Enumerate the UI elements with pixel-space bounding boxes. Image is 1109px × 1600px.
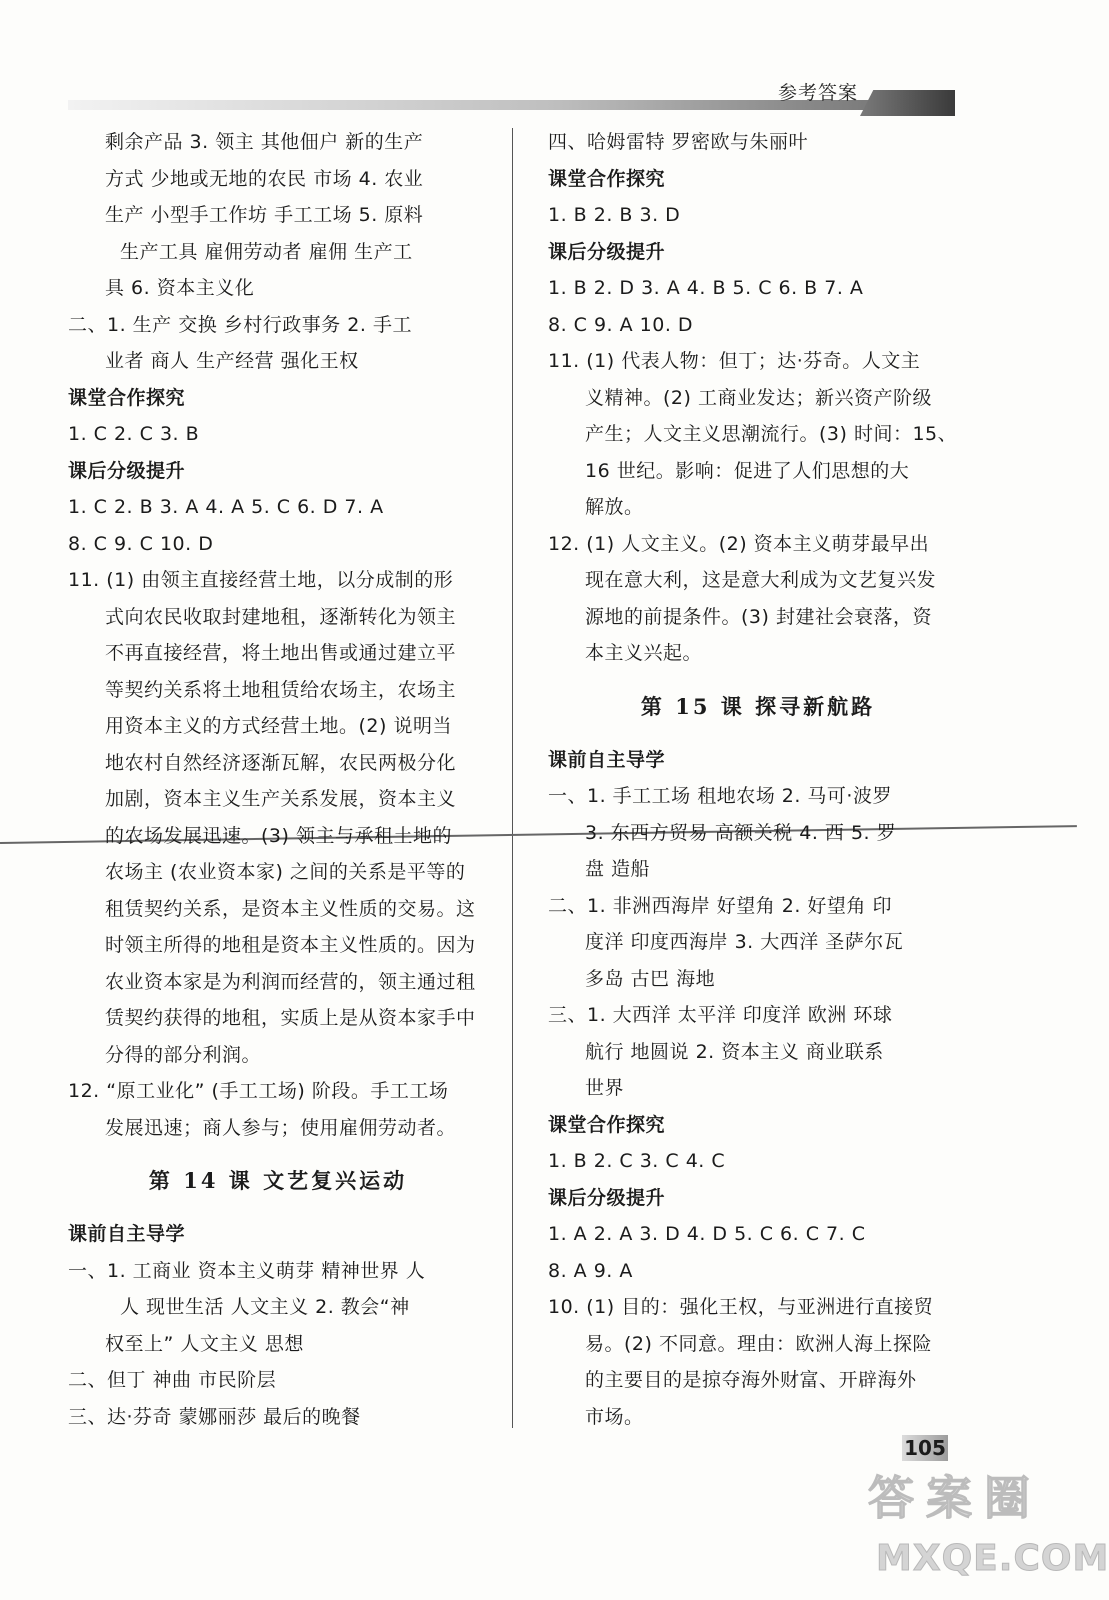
- answer-line: 的主要目的是掠夺海外财富、开辟海外: [585, 1369, 917, 1391]
- answer-line: 租赁契约关系，是资本主义性质的交易。这: [105, 897, 476, 920]
- section-heading: 课堂合作探究: [68, 386, 186, 409]
- answer-line: 11. (1) 由领主直接经营土地，以分成制的形: [68, 569, 454, 591]
- answer-line: 度洋 印度西海岸 3. 大西洋 圣萨尔瓦: [585, 931, 904, 953]
- answer-line: 业者 商人 生产经营 强化王权: [105, 350, 359, 372]
- answer-line: 一、1. 工商业 资本主义萌芽 精神世界 人: [68, 1259, 426, 1282]
- answer-line: 式向农民收取封建地租，逐渐转化为领主: [105, 605, 457, 628]
- answer-line: 10. (1) 目的：强化王权，与亚洲进行直接贸: [548, 1296, 934, 1318]
- answer-line: 1. B 2. B 3. D: [548, 204, 681, 226]
- answer-line: 1. B 2. C 3. C 4. C: [548, 1150, 726, 1172]
- answer-line: 11. (1) 代表人物：但丁；达·芬奇。人文主: [548, 350, 921, 372]
- watermark-glyph: 案: [926, 1471, 972, 1525]
- watermark-domain: MXQE.COM: [876, 1538, 1109, 1579]
- answer-line: 地农村自然经济逐渐瓦解，农民两极分化: [105, 751, 457, 774]
- answer-line: 一、1. 手工工场 租地农场 2. 马可·波罗: [548, 785, 892, 807]
- answer-line: 产生；人文主义思潮流行。(3) 时间：15、: [585, 423, 958, 445]
- answer-line: 盘 造船: [585, 858, 651, 880]
- answer-line: 农业资本家是为利润而经营的，领主通过租: [105, 970, 476, 993]
- answer-line: 市场。: [585, 1405, 644, 1428]
- answer-line: 解放。: [585, 496, 644, 518]
- lesson-title: 第 15 课 探寻新航路: [640, 693, 876, 719]
- answer-line: 等契约关系将土地租赁给农场主，农场主: [105, 678, 457, 701]
- answer-line: 四、哈姆雷特 罗密欧与朱丽叶: [548, 131, 809, 153]
- answer-line: 二、1. 生产 交换 乡村行政事务 2. 手工: [68, 313, 412, 336]
- answer-line: 1. A 2. A 3. D 4. D 5. C 6. C 7. C: [548, 1223, 866, 1245]
- answer-line: 航行 地圆说 2. 资本主义 商业联系: [585, 1040, 884, 1063]
- watermark-glyph: 圈: [984, 1471, 1030, 1525]
- answer-line: 加剧，资本主义生产关系发展，资本主义: [105, 788, 457, 810]
- header-wedge: [860, 90, 955, 116]
- watermark: [868, 1458, 1109, 1593]
- section-heading: 课前自主导学: [548, 748, 666, 771]
- running-header: 参考答案: [778, 82, 859, 104]
- answer-line: 不再直接经营，将土地出售或通过建立平: [105, 642, 457, 664]
- answer-line: 方式 少地或无地的农民 市场 4. 农业: [105, 167, 424, 190]
- column-divider: [512, 128, 513, 1428]
- answer-line: 时领主所得的地租是资本主义性质的。因为: [105, 934, 476, 956]
- answer-line: 用资本主义的方式经营土地。(2) 说明当: [105, 715, 452, 737]
- answer-line: 具 6. 资本主义化: [105, 277, 255, 299]
- right-column: [548, 124, 968, 1435]
- answer-line: 生产工具 雇佣劳动者 雇佣 生产工: [120, 240, 413, 263]
- answer-line: 3. 东西方贸易 高额关税 4. 西 5. 罗: [585, 821, 897, 844]
- answer-line: 12. (1) 人文主义。(2) 资本主义萌芽最早出: [548, 532, 930, 555]
- answer-line: 发展迅速；商人参与；使用雇佣劳动者。: [105, 1116, 457, 1139]
- section-heading: 课堂合作探究: [548, 167, 666, 190]
- section-heading: 课后分级提升: [68, 459, 186, 482]
- section-heading: 课前自主导学: [68, 1223, 186, 1245]
- answer-line: 易。(2) 不同意。理由：欧洲人海上探险: [585, 1332, 932, 1355]
- answer-line: 生产 小型手工作坊 手工工场 5. 原料: [105, 204, 424, 226]
- answer-line: 8. A 9. A: [548, 1259, 633, 1282]
- answer-line: 多岛 古巴 海地: [585, 967, 716, 990]
- answer-line: 源地的前提条件。(3) 封建社会衰落，资: [585, 605, 932, 628]
- answer-line: 赁契约获得的地租，实质上是从资本家手中: [105, 1007, 476, 1029]
- answer-line: 8. C 9. A 10. D: [548, 313, 694, 336]
- left-column: [68, 124, 488, 1435]
- answer-line: 二、但丁 神曲 市民阶层: [68, 1369, 277, 1391]
- section-heading: 课后分级提升: [548, 1186, 666, 1209]
- answer-line: 16 世纪。影响：促进了人们思想的大: [585, 459, 910, 482]
- page-number: 105: [902, 1435, 948, 1461]
- answer-line: 的农场发展迅速。(3) 领主与承租土地的: [105, 824, 452, 847]
- answer-line: 8. C 9. C 10. D: [68, 532, 214, 555]
- answer-line: 本主义兴起。: [585, 642, 703, 664]
- answer-line: 1. B 2. D 3. A 4. B 5. C 6. B 7. A: [548, 277, 864, 299]
- answer-line: 1. C 2. C 3. B: [68, 423, 200, 445]
- answer-line: 人 现世生活 人文主义 2. 教会“神: [120, 1296, 410, 1318]
- answer-line: 1. C 2. B 3. A 4. A 5. C 6. D 7. A: [68, 496, 384, 518]
- answer-line: 分得的部分利润。: [105, 1043, 262, 1066]
- watermark-glyph: 答: [868, 1471, 914, 1525]
- answer-line: 三、达·芬奇 蒙娜丽莎 最后的晚餐: [68, 1405, 361, 1428]
- answer-line: 世界: [585, 1077, 625, 1099]
- answer-line: 二、1. 非洲西海岸 好望角 2. 好望角 印: [548, 894, 892, 917]
- answer-line: 义精神。(2) 工商业发达；新兴资产阶级: [585, 386, 932, 409]
- answer-line: 剩余产品 3. 领主 其他佃户 新的生产: [105, 131, 424, 153]
- answer-line: 12. “原工业化” (手工工场) 阶段。手工工场: [68, 1080, 449, 1102]
- section-heading: 课后分级提升: [548, 240, 666, 263]
- lesson-title: 第 14 课 文艺复兴运动: [148, 1168, 408, 1193]
- answer-line: 三、1. 大西洋 太平洋 印度洋 欧洲 环球: [548, 1004, 893, 1026]
- answer-line: 现在意大利，这是意大利成为文艺复兴发: [585, 569, 937, 591]
- answer-line: 农场主 (农业资本家) 之间的关系是平等的: [105, 861, 466, 883]
- answer-line: 权至上” 人文主义 思想: [105, 1332, 304, 1355]
- section-heading: 课堂合作探究: [548, 1113, 666, 1136]
